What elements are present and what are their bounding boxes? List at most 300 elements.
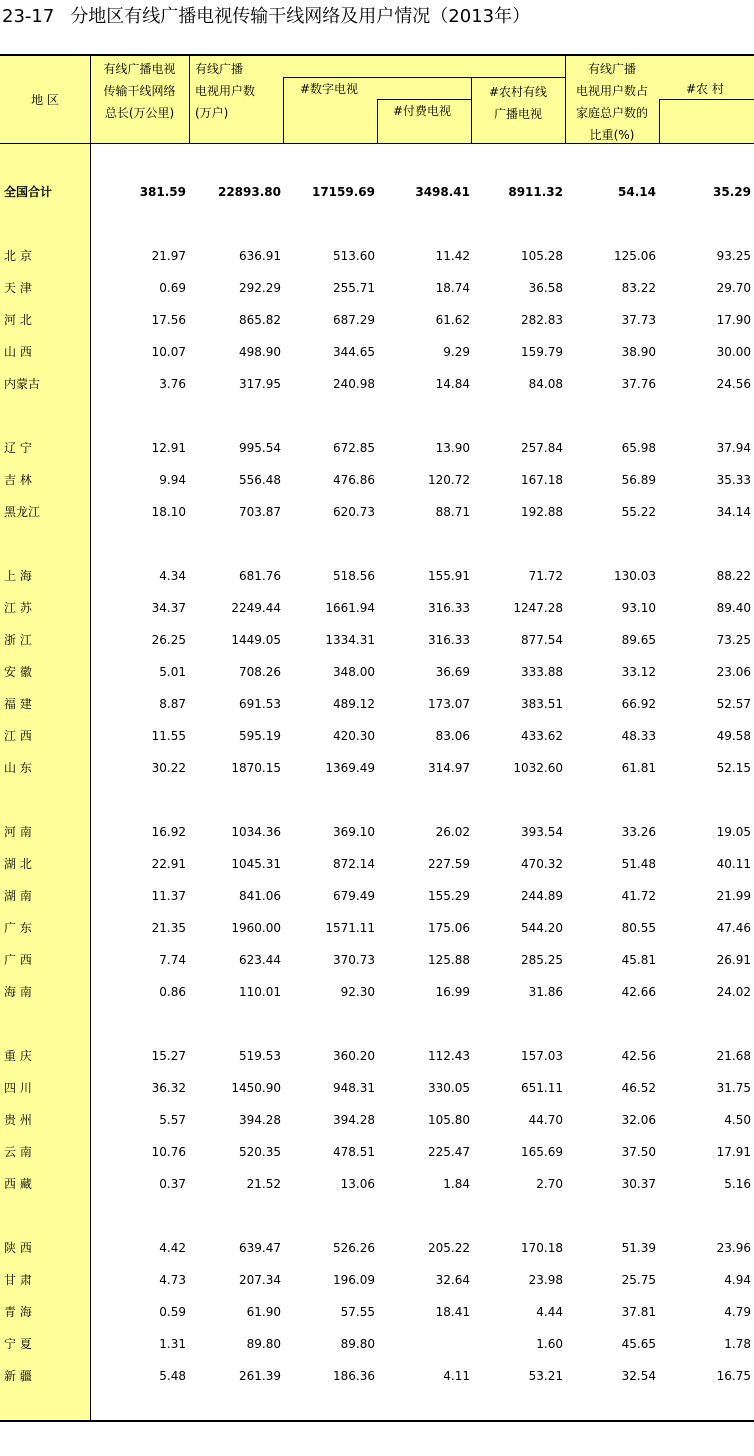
- cell-col-3: 255.71: [333, 281, 375, 295]
- cell-col-2: 22893.80: [217, 185, 281, 199]
- cell-col-1: 4.42: [159, 1241, 186, 1255]
- region-name: 吉 林: [4, 473, 32, 487]
- table-row: [0, 240, 754, 272]
- header-divider: [283, 77, 565, 78]
- header-digital-tv: #数字电视: [300, 82, 359, 96]
- cell-col-6: 45.81: [621, 953, 656, 967]
- cell-col-1: 22.91: [151, 857, 186, 871]
- table-row: [0, 624, 754, 656]
- cell-col-4: 112.43: [428, 1049, 470, 1063]
- cell-col-6: 54.14: [618, 185, 656, 199]
- cell-col-3: 186.36: [333, 1369, 375, 1383]
- cell-col-1: 10.76: [151, 1145, 186, 1159]
- cell-col-3: 1571.11: [325, 921, 375, 935]
- table-row: [0, 464, 754, 496]
- cell-col-1: 0.69: [159, 281, 186, 295]
- cell-col-3: 478.51: [333, 1145, 375, 1159]
- cell-col-2: 1450.90: [231, 1081, 281, 1095]
- cell-col-5: 1.60: [536, 1337, 563, 1351]
- region-name: 江 苏: [4, 601, 32, 615]
- cell-col-6: 83.22: [621, 281, 656, 295]
- cell-col-3: 948.31: [333, 1081, 375, 1095]
- table-row: [0, 1264, 754, 1296]
- cell-col-1: 8.87: [159, 697, 186, 711]
- cell-col-3: 17159.69: [311, 185, 375, 199]
- cell-col-4: 205.22: [428, 1241, 470, 1255]
- cell-col-2: 636.91: [239, 249, 281, 263]
- cell-col-7: 4.94: [724, 1273, 751, 1287]
- table-row: [0, 1328, 754, 1360]
- cell-col-1: 12.91: [151, 441, 186, 455]
- cell-col-2: 639.47: [239, 1241, 281, 1255]
- table-row: [0, 848, 754, 880]
- cell-col-2: 394.28: [239, 1113, 281, 1127]
- cell-col-5: 244.89: [521, 889, 563, 903]
- cell-col-5: 165.69: [521, 1145, 563, 1159]
- cell-col-7: 29.70: [716, 281, 751, 295]
- cell-col-4: 14.84: [435, 377, 470, 391]
- cell-col-7: 21.99: [716, 889, 751, 903]
- cell-col-2: 703.87: [239, 505, 281, 519]
- cell-col-7: 47.46: [716, 921, 751, 935]
- cell-col-6: 37.81: [621, 1305, 656, 1319]
- cell-col-4: 18.74: [435, 281, 470, 295]
- table-bottom-rule: [0, 1420, 754, 1422]
- region-name: 新 疆: [4, 1369, 32, 1383]
- cell-col-6: 66.92: [621, 697, 656, 711]
- cell-col-2: 21.52: [246, 1177, 281, 1191]
- cell-col-6: 33.12: [621, 665, 656, 679]
- cell-col-2: 1960.00: [231, 921, 281, 935]
- cell-col-1: 11.55: [151, 729, 186, 743]
- cell-col-1: 34.37: [151, 601, 186, 615]
- cell-col-1: 1.31: [159, 1337, 186, 1351]
- cell-col-6: 25.75: [621, 1273, 656, 1287]
- table-row: [0, 1296, 754, 1328]
- cell-col-5: 167.18: [521, 473, 563, 487]
- cell-col-5: 192.88: [521, 505, 563, 519]
- table-row: [0, 432, 754, 464]
- cell-col-7: 34.14: [716, 505, 751, 519]
- cell-col-7: 24.02: [716, 985, 751, 999]
- cell-col-2: 2249.44: [231, 601, 281, 615]
- header-divider: [659, 99, 660, 143]
- cell-col-2: 1045.31: [231, 857, 281, 871]
- cell-col-4: 32.64: [435, 1273, 470, 1287]
- header-users: 有线广播 电视用户数 (万户): [195, 62, 256, 120]
- cell-col-2: 317.95: [239, 377, 281, 391]
- cell-col-6: 45.65: [621, 1337, 656, 1351]
- region-name: 内蒙古: [4, 377, 41, 391]
- cell-col-1: 21.97: [151, 249, 186, 263]
- table-row: [0, 304, 754, 336]
- cell-col-2: 691.53: [239, 697, 281, 711]
- cell-col-5: 651.11: [521, 1081, 563, 1095]
- cell-col-5: 159.79: [521, 345, 563, 359]
- cell-col-3: 240.98: [333, 377, 375, 391]
- cell-col-2: 1449.05: [231, 633, 281, 647]
- cell-col-1: 10.07: [151, 345, 186, 359]
- cell-col-3: 489.12: [333, 697, 375, 711]
- cell-col-6: 93.10: [621, 601, 656, 615]
- cell-col-6: 42.56: [621, 1049, 656, 1063]
- cell-col-1: 0.86: [159, 985, 186, 999]
- header-paid-tv: #付费电视: [393, 104, 452, 118]
- cell-col-3: 344.65: [333, 345, 375, 359]
- table-row: [0, 1072, 754, 1104]
- table-row: [0, 880, 754, 912]
- cell-col-2: 708.26: [239, 665, 281, 679]
- cell-col-2: 595.19: [239, 729, 281, 743]
- cell-col-4: 36.69: [435, 665, 470, 679]
- table-row: [0, 368, 754, 400]
- cell-col-1: 30.22: [151, 761, 186, 775]
- cell-col-6: 46.52: [621, 1081, 656, 1095]
- cell-col-3: 394.28: [333, 1113, 375, 1127]
- cell-col-2: 498.90: [239, 345, 281, 359]
- cell-col-3: 526.26: [333, 1241, 375, 1255]
- header-divider: [659, 99, 754, 100]
- cell-col-4: 316.33: [428, 633, 470, 647]
- cell-col-2: 110.01: [239, 985, 281, 999]
- cell-col-2: 292.29: [239, 281, 281, 295]
- cell-col-3: 872.14: [333, 857, 375, 871]
- cell-col-4: 3498.41: [415, 185, 470, 199]
- cell-col-2: 61.90: [246, 1305, 281, 1319]
- cell-col-7: 5.16: [724, 1177, 751, 1191]
- cell-col-2: 520.35: [239, 1145, 281, 1159]
- cell-col-1: 9.94: [159, 473, 186, 487]
- cell-col-6: 41.72: [621, 889, 656, 903]
- table-top-rule: [0, 54, 754, 56]
- cell-col-3: 57.55: [340, 1305, 375, 1319]
- cell-col-4: 125.88: [428, 953, 470, 967]
- region-name: 福 建: [4, 697, 32, 711]
- region-name: 江 西: [4, 729, 32, 743]
- cell-col-7: 17.91: [716, 1145, 751, 1159]
- region-name: 浙 江: [4, 633, 32, 647]
- cell-col-3: 1334.31: [325, 633, 375, 647]
- cell-col-7: 37.94: [716, 441, 751, 455]
- cell-col-7: 17.90: [716, 313, 751, 327]
- cell-col-7: 21.68: [716, 1049, 751, 1063]
- cell-col-5: 333.88: [521, 665, 563, 679]
- cell-col-1: 4.34: [159, 569, 186, 583]
- cell-col-7: 40.11: [716, 857, 751, 871]
- cell-col-3: 476.86: [333, 473, 375, 487]
- cell-col-1: 36.32: [151, 1081, 186, 1095]
- cell-col-7: 26.91: [716, 953, 751, 967]
- cell-col-4: 173.07: [428, 697, 470, 711]
- cell-col-4: 83.06: [435, 729, 470, 743]
- cell-col-1: 11.37: [151, 889, 186, 903]
- cell-col-3: 518.56: [333, 569, 375, 583]
- cell-col-3: 196.09: [333, 1273, 375, 1287]
- cell-col-6: 51.39: [621, 1241, 656, 1255]
- cell-col-4: 13.90: [435, 441, 470, 455]
- cell-col-3: 360.20: [333, 1049, 375, 1063]
- table-title: 分地区有线广播电视传输干线网络及用户情况: [70, 6, 431, 27]
- cell-col-1: 16.92: [151, 825, 186, 839]
- region-name: 山 西: [4, 345, 32, 359]
- table-row: [0, 816, 754, 848]
- cell-col-1: 17.56: [151, 313, 186, 327]
- cell-col-6: 56.89: [621, 473, 656, 487]
- table-row: [0, 688, 754, 720]
- cell-col-6: 55.22: [621, 505, 656, 519]
- cell-col-7: 23.96: [716, 1241, 751, 1255]
- cell-col-6: 32.06: [621, 1113, 656, 1127]
- cell-col-7: 31.75: [716, 1081, 751, 1095]
- region-name: 黑龙江: [4, 505, 41, 519]
- cell-col-1: 5.57: [159, 1113, 186, 1127]
- cell-col-4: 4.11: [443, 1369, 470, 1383]
- cell-col-1: 18.10: [151, 505, 186, 519]
- cell-col-4: 61.62: [435, 313, 470, 327]
- region-name: 宁 夏: [4, 1337, 32, 1351]
- cell-col-7: 93.25: [716, 249, 751, 263]
- table-row: [0, 560, 754, 592]
- region-name: 重 庆: [4, 1049, 32, 1063]
- cell-col-3: 513.60: [333, 249, 375, 263]
- region-name: 安 徽: [4, 665, 32, 679]
- cell-col-4: 26.02: [435, 825, 470, 839]
- header-region: 地 区: [31, 93, 59, 107]
- cell-col-4: 105.80: [428, 1113, 470, 1127]
- region-name: 北 京: [4, 249, 32, 263]
- cell-col-7: 35.29: [713, 185, 751, 199]
- table-row: [0, 496, 754, 528]
- cell-col-5: 23.98: [528, 1273, 563, 1287]
- cell-col-2: 841.06: [239, 889, 281, 903]
- cell-col-7: 16.75: [716, 1369, 751, 1383]
- region-name: 湖 南: [4, 889, 32, 903]
- table-row: [0, 1104, 754, 1136]
- cell-col-2: 556.48: [239, 473, 281, 487]
- cell-col-7: 89.40: [716, 601, 751, 615]
- cell-col-6: 65.98: [621, 441, 656, 455]
- cell-col-4: 18.41: [435, 1305, 470, 1319]
- region-name: 云 南: [4, 1145, 32, 1159]
- table-row: [0, 1136, 754, 1168]
- cell-col-1: 0.59: [159, 1305, 186, 1319]
- table-row: [0, 272, 754, 304]
- cell-col-7: 4.79: [724, 1305, 751, 1319]
- cell-col-5: 393.54: [521, 825, 563, 839]
- cell-col-3: 672.85: [333, 441, 375, 455]
- cell-col-4: 1.84: [443, 1177, 470, 1191]
- region-name: 湖 北: [4, 857, 32, 871]
- cell-col-6: 37.76: [621, 377, 656, 391]
- cell-col-4: 120.72: [428, 473, 470, 487]
- cell-col-2: 519.53: [239, 1049, 281, 1063]
- cell-col-5: 36.58: [528, 281, 563, 295]
- table-row: [0, 1232, 754, 1264]
- cell-col-5: 105.28: [521, 249, 563, 263]
- cell-col-7: 23.06: [716, 665, 751, 679]
- cell-col-1: 21.35: [151, 921, 186, 935]
- cell-col-4: 9.29: [443, 345, 470, 359]
- cell-col-6: 125.06: [614, 249, 656, 263]
- cell-col-5: 877.54: [521, 633, 563, 647]
- header-divider: [377, 99, 378, 143]
- cell-col-5: 544.20: [521, 921, 563, 935]
- cell-col-7: 49.58: [716, 729, 751, 743]
- cell-col-6: 33.26: [621, 825, 656, 839]
- cell-col-5: 470.32: [521, 857, 563, 871]
- cell-col-1: 26.25: [151, 633, 186, 647]
- table-row-total: [0, 176, 754, 208]
- header-trunk-length: 有线广播电视 传输干线网络 总长(万公里): [103, 62, 176, 120]
- cell-col-5: 71.72: [528, 569, 563, 583]
- cell-col-5: 282.83: [521, 313, 563, 327]
- cell-col-6: 61.81: [621, 761, 656, 775]
- cell-col-2: 865.82: [239, 313, 281, 327]
- region-name: 西 藏: [4, 1177, 32, 1191]
- region-name: 海 南: [4, 985, 32, 999]
- cell-col-5: 31.86: [528, 985, 563, 999]
- table-row: [0, 592, 754, 624]
- region-name: 全国合计: [4, 185, 53, 199]
- table-row: [0, 752, 754, 784]
- cell-col-5: 433.62: [521, 729, 563, 743]
- region-name: 甘 肃: [4, 1273, 32, 1287]
- cell-col-7: 88.22: [716, 569, 751, 583]
- cell-col-4: 88.71: [435, 505, 470, 519]
- cell-col-2: 995.54: [239, 441, 281, 455]
- region-name: 河 北: [4, 313, 32, 327]
- cell-col-2: 89.80: [246, 1337, 281, 1351]
- cell-col-1: 4.73: [159, 1273, 186, 1287]
- cell-col-5: 285.25: [521, 953, 563, 967]
- cell-col-7: 24.56: [716, 377, 751, 391]
- table-row: [0, 1360, 754, 1392]
- table-row: [0, 656, 754, 688]
- cell-col-4: 314.97: [428, 761, 470, 775]
- header-user-share: 有线广播 电视用户数占 家庭总户数的 比重(%): [575, 62, 648, 142]
- table-row: [0, 944, 754, 976]
- cell-col-4: 175.06: [428, 921, 470, 935]
- table-row: [0, 336, 754, 368]
- cell-col-6: 42.66: [621, 985, 656, 999]
- cell-col-1: 5.01: [159, 665, 186, 679]
- table-row: [0, 1168, 754, 1200]
- cell-col-4: 227.59: [428, 857, 470, 871]
- cell-col-5: 170.18: [521, 1241, 563, 1255]
- region-name: 辽 宁: [4, 441, 32, 455]
- cell-col-1: 5.48: [159, 1369, 186, 1383]
- cell-col-5: 44.70: [528, 1113, 563, 1127]
- region-name: 贵 州: [4, 1113, 32, 1127]
- cell-col-6: 32.54: [621, 1369, 656, 1383]
- cell-col-4: 155.91: [428, 569, 470, 583]
- cell-col-4: 155.29: [428, 889, 470, 903]
- table-row: [0, 976, 754, 1008]
- cell-col-3: 92.30: [340, 985, 375, 999]
- region-name: 山 东: [4, 761, 32, 775]
- header-rural-users: #农村有线 广播电视: [488, 85, 548, 121]
- region-name: 河 南: [4, 825, 32, 839]
- cell-col-2: 261.39: [239, 1369, 281, 1383]
- cell-col-7: 1.78: [724, 1337, 751, 1351]
- cell-col-7: 52.57: [716, 697, 751, 711]
- table-row: [0, 1040, 754, 1072]
- region-name: 广 西: [4, 953, 32, 967]
- cell-col-3: 369.10: [333, 825, 375, 839]
- cell-col-4: 11.42: [435, 249, 470, 263]
- region-name: 陕 西: [4, 1241, 32, 1255]
- cell-col-6: 37.73: [621, 313, 656, 327]
- cell-col-5: 1247.28: [513, 601, 563, 615]
- header-rural-share: #农 村: [686, 82, 724, 96]
- cell-col-2: 623.44: [239, 953, 281, 967]
- cell-col-6: 80.55: [621, 921, 656, 935]
- cell-col-6: 48.33: [621, 729, 656, 743]
- cell-col-6: 30.37: [621, 1177, 656, 1191]
- cell-col-5: 84.08: [528, 377, 563, 391]
- cell-col-6: 38.90: [621, 345, 656, 359]
- page-title: [2, 2, 530, 32]
- table-year: （2013年）: [430, 6, 531, 27]
- cell-col-7: 19.05: [716, 825, 751, 839]
- cell-col-3: 13.06: [340, 1177, 375, 1191]
- cell-col-7: 52.15: [716, 761, 751, 775]
- cell-col-5: 257.84: [521, 441, 563, 455]
- cell-col-3: 420.30: [333, 729, 375, 743]
- cell-col-3: 1661.94: [325, 601, 375, 615]
- table-row: [0, 912, 754, 944]
- table-number: 23-17: [2, 6, 55, 27]
- header-divider: [377, 99, 471, 100]
- cell-col-6: 130.03: [614, 569, 656, 583]
- cell-col-7: 30.00: [716, 345, 751, 359]
- cell-col-4: 316.33: [428, 601, 470, 615]
- cell-col-5: 4.44: [536, 1305, 563, 1319]
- cell-col-1: 381.59: [139, 185, 186, 199]
- cell-col-5: 8911.32: [508, 185, 563, 199]
- region-name: 天 津: [4, 281, 32, 295]
- region-name: 广 东: [4, 921, 32, 935]
- cell-col-4: 225.47: [428, 1145, 470, 1159]
- cell-col-5: 157.03: [521, 1049, 563, 1063]
- cell-col-1: 0.37: [159, 1177, 186, 1191]
- cell-col-5: 383.51: [521, 697, 563, 711]
- region-name: 上 海: [4, 569, 32, 583]
- cell-col-3: 687.29: [333, 313, 375, 327]
- cell-col-3: 89.80: [340, 1337, 375, 1351]
- table-row: [0, 720, 754, 752]
- cell-col-2: 207.34: [239, 1273, 281, 1287]
- cell-col-3: 679.49: [333, 889, 375, 903]
- cell-col-1: 15.27: [151, 1049, 186, 1063]
- cell-col-5: 2.70: [536, 1177, 563, 1191]
- cell-col-6: 51.48: [621, 857, 656, 871]
- cell-col-4: 16.99: [435, 985, 470, 999]
- cell-col-3: 1369.49: [325, 761, 375, 775]
- cell-col-5: 1032.60: [513, 761, 563, 775]
- cell-col-6: 89.65: [621, 633, 656, 647]
- cell-col-7: 4.50: [724, 1113, 751, 1127]
- cell-col-3: 620.73: [333, 505, 375, 519]
- cell-col-1: 7.74: [159, 953, 186, 967]
- cell-col-2: 681.76: [239, 569, 281, 583]
- cell-col-2: 1034.36: [231, 825, 281, 839]
- cell-col-7: 73.25: [716, 633, 751, 647]
- region-name: 四 川: [4, 1081, 32, 1095]
- cell-col-3: 348.00: [333, 665, 375, 679]
- cell-col-4: 330.05: [428, 1081, 470, 1095]
- cell-col-6: 37.50: [621, 1145, 656, 1159]
